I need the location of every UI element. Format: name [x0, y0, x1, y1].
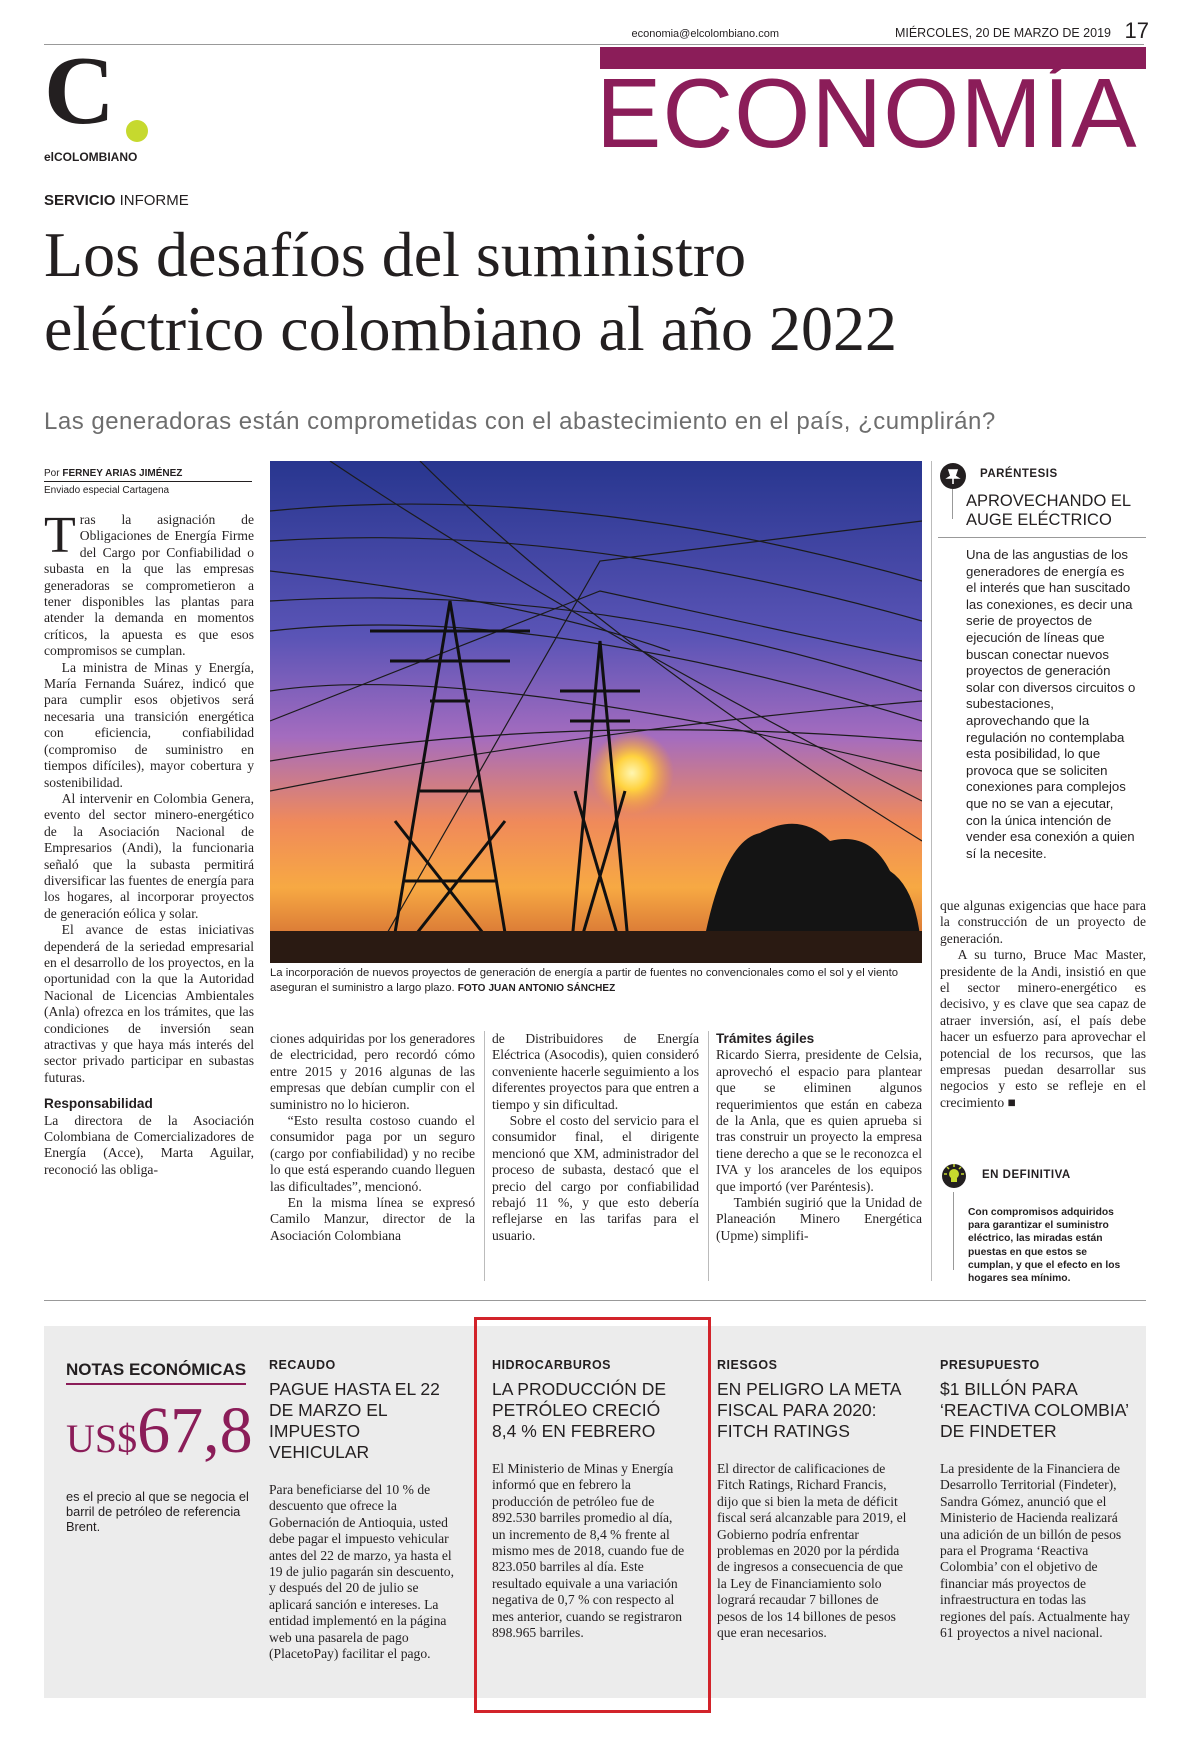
pushpin-icon [940, 463, 966, 489]
article-column-2 [270, 1031, 475, 1244]
header-date: MIÉRCOLES, 20 DE MARZO DE 2019 [894, 26, 1111, 40]
paragraph: El avance de estas iniciativas dependerá de la seriedad empresarial en el desarrollo de los proyectos, en la oportunidad con la que la Autoridad Nacional de Licencias Ambientales (Anla) ofrezca en los trámites, que las condiciones de inversión sean atractivas y que haya más interés del sector privado participar en subastas futuras. [44, 922, 254, 1085]
header-email[interactable]: economia@elcolombiano.com [631, 28, 779, 40]
dek: Las generadoras están comprometidas con el abastecimiento en el país, ¿cumplirán? [44, 408, 996, 435]
byline-role: Enviado especial Cartagena [44, 485, 170, 496]
nota-category: RECAUDO [269, 1358, 336, 1372]
nota-title: LA PRODUCCIÓN DE PETRÓLEO CRECIÓ 8,4 % EN FEBRERO [492, 1379, 667, 1441]
paragraph: ciones adquiridas por los generadores de electricidad, pero recordó cómo entre 2015 y 2016 algunas de las empresas que debían cumplir con el suministro no lo hicieron. [270, 1031, 475, 1112]
parentesis-label: PARÉNTESIS [980, 468, 1058, 480]
paragraph: que algunas exigencias que hace para la construcción de un proyecto de generación. [940, 898, 1146, 946]
notas-label-rule [66, 1383, 246, 1385]
column-rule [931, 461, 932, 1281]
nota-riesgos [717, 1358, 909, 1641]
headline [44, 218, 1154, 366]
byline-rule [44, 481, 252, 482]
parentesis-box [938, 461, 1146, 885]
nota-body: La presidente de la Financiera de Desarrollo Territorial (Findeter), Sandra Gómez, anunció que el Ministerio de Hacienda realizará una adición de un billón de pesos para el Programa ‘Reactiva Colombia’ con el objetivo de financiar más proyectos de infraestructura en todas las regiones del país. Actualmente hay 61 proyectos a nivel nacional. [940, 1461, 1130, 1641]
lead-photo [270, 461, 922, 963]
notas-value: 67,8 [137, 1394, 253, 1467]
notas-label: NOTAS ECONÓMICAS [66, 1360, 247, 1379]
notas-figure-text: es el precio al que se negocia el barril de petróleo de referencia Brent. [66, 1489, 249, 1534]
paragraph: La directora de la Asociación Colombiana de Comercializadores de Energía (Acce), Marta Aguilar, reconoció las obliga- [44, 1112, 254, 1177]
en-definitiva-rule [953, 1192, 954, 1270]
byline-prefix: Por [44, 468, 60, 479]
paragraph: Sobre el costo del servicio para el consumidor final, el dirigente mencionó que XM, administrador del proceso de subasta, destacó que el precio del cargo por confiabilidad rebajó 11 %, y que esto debería reflejarse en las tarifas para el usuario. [492, 1113, 699, 1243]
nota-category: PRESUPUESTO [940, 1358, 1040, 1372]
column-rule [484, 1031, 485, 1281]
subhead-responsabilidad: Responsabilidad [44, 1096, 153, 1112]
article-column-1 [44, 507, 254, 1178]
parentesis-title: APROVECHANDO EL AUGE ELÉCTRICO [966, 492, 1131, 529]
nota-body: El director de calificaciones de Fitch Ratings, Richard Francis, dijo que si bien la meta de déficit fiscal será alcanzable para 2019, el Gobierno podría enfrentar problemas en 2020 por la pérdida de ingresos a consecuencia de que la Ley de Financiamiento solo logrará recaudar 7 billones de pesos de los 14 billones de pesos que eran necesarios. [717, 1461, 907, 1641]
lightbulb-icon [940, 1162, 968, 1190]
nota-title: $1 BILLÓN PARA ‘REACTIVA COLOMBIA’ DE FINDETER [940, 1379, 1129, 1441]
logo-dot [126, 120, 148, 142]
kicker [44, 192, 189, 209]
headline-line-2: eléctrico colombiano al año 2022 [44, 293, 898, 364]
byline-author: FERNEY ARIAS JIMÉNEZ [62, 468, 183, 479]
en-definitiva-box [940, 1162, 1146, 1285]
paragraph: En la misma línea se expresó Camilo Manzur, director de la Asociación Colombiana [270, 1195, 475, 1243]
logo [44, 37, 154, 166]
paragraph: Ricardo Sierra, presidente de Celsia, aprovechó el espacio para plantear que se eliminen algunos requerimientos que están en cabeza de la Anla, que es quien aprueba si tras construir un proyecto la empresa tiene derecho a que se le reconozca el IVA y los aranceles de los equipos que importó (ver Paréntesis). [716, 1047, 922, 1194]
kicker-bold: SERVICIO [44, 192, 116, 209]
article-column-5 [940, 898, 1146, 1111]
bottom-rule [44, 1300, 1146, 1301]
article-column-3 [492, 1031, 699, 1244]
power-towers-sunset-image [270, 461, 922, 963]
parentesis-divider [938, 537, 1146, 538]
nota-title: PAGUE HASTA EL 22 DE MARZO EL IMPUESTO VEHICULAR [269, 1379, 440, 1462]
logo-text: elCOLOMBIANO [44, 150, 138, 164]
caption-text: La incorporación de nuevos proyectos de generación de energía a partir de fuentes no convencionales como el sol y el viento aseguran el suministro a largo plazo. [270, 967, 899, 994]
paragraph: También sugirió que la Unidad de Planeación Minero Energética (Upme) simplifi- [716, 1195, 922, 1243]
en-definitiva-body: Con compromisos adquiridos para garantizar el suministro eléctrico, las miradas están puestas en que estos se cumplan, y que el efecto en los hogares sea mínimo. [968, 1207, 1121, 1285]
logo-letter: C [44, 37, 115, 145]
photo-credit: JUAN ANTONIO SÁNCHEZ [488, 983, 616, 994]
nota-title: EN PELIGRO LA META FISCAL PARA 2020: FITCH RATINGS [717, 1379, 901, 1441]
column-rule [708, 1031, 709, 1281]
byline [44, 468, 254, 479]
highlight-box [474, 1317, 711, 1713]
notas-currency: US$ [66, 1416, 138, 1461]
page-number: 17 [1124, 18, 1149, 43]
nota-body: Para beneficiarse del 10 % de descuento que ofrece la Gobernación de Antioquia, usted debe pagar el impuesto vehicular antes del 22 de marzo, ya hasta el 19 de julio pagarán sin descuento, y después del 20 de julio se aplicará sanción e intereses. La entidad implementó en la página web una pasarela de pago (PlacetoPay) facilitar el pago. [269, 1482, 454, 1662]
nota-category: RIESGOS [717, 1358, 778, 1372]
nota-body: El Ministerio de Minas y Energía informó que en febrero la producción de petróleo fue de 892.530 barriles promedio al día, un incremento de 8,4 % frente al mismo mes de 2018, cuando fue de 823.050 barriles al día. Este resultado equivale a una variación negativa de 0,7 % con respecto al mes anterior, cuando se registraron 898.965 barriles. [492, 1461, 685, 1641]
nota-category: HIDROCARBUROS [492, 1358, 611, 1372]
paragraph: “Esto resulta costoso cuando el consumidor paga por un seguro (cargo por confiabilidad) y no recibe lo que está esperando cuando lleguen las dificultades”, mencionó. [270, 1113, 475, 1194]
paragraph: La ministra de Minas y Energía, María Fernanda Suárez, indicó que para cumplir esos objetivos será necesaria una transición energética con eficiencia, confiabilidad (compromiso de suministro en tiempos difíciles), mayor cobertura y sostenibilidad. [44, 659, 254, 790]
photo-credit-label: FOTO [457, 983, 486, 994]
parentesis-rule [952, 489, 953, 519]
nota-presupuesto [940, 1358, 1134, 1641]
article-column-4 [716, 1031, 922, 1244]
parentesis-body: Una de las angustias de los generadores de energía es el interés que han suscitado las conexiones, es decir una serie de proyectos de ejecución de líneas que buscan conectar nuevos proyectos de generación solar con diversos circuitos o subestaciones, aprovechando que la regulación no contemplaba esta posibilidad, lo que provoca que se soliciten conexiones para complejos que no se van a ejecutar, con la única intención de vender esa conexión a quien sí la necesite. [966, 547, 1136, 861]
paragraph: ras la asignación de Obligaciones de Energía Firme del Cargo por Confiabilidad o subasta en la que las empresas generadoras se comprometieron a tener disponibles las plantas para atender la demanda en momentos críticos, la apuesta es que esos compromisos se cumplan. [44, 512, 254, 659]
section-title: ECONOMÍA [596, 58, 1138, 168]
photo-caption [270, 966, 922, 996]
headline-line-1: Los desafíos del suministro [44, 219, 747, 290]
notas-figure [66, 1394, 253, 1467]
paragraph: de Distribuidores de Energía Eléctrica (Asocodis), quien consideró conveniente hacerle seguimiento a los diferentes proyectos para que entren a tiempo y sin dificultad. [492, 1031, 699, 1112]
en-definitiva-label: EN DEFINITIVA [982, 1169, 1071, 1181]
paragraph: A su turno, Bruce Mac Master, presidente de la Andi, insistió en que el sector minero-energético es decisivo, y es clave que sea capaz de atraer inversión, así, el país debe hacer un esfuerzo para aprovechar el potencial de los recursos, que las empresas puedan desarrollar sus negocios y esto se refleje en el crecimiento ■ [940, 947, 1146, 1110]
kicker-text: INFORME [119, 192, 189, 209]
nota-recaudo [269, 1358, 461, 1662]
dropcap: T [44, 507, 76, 564]
top-rule [44, 44, 1144, 45]
subhead-tramites: Trámites ágiles [716, 1031, 815, 1046]
paragraph: Al intervenir en Colombia Genera, evento del sector minero-energético de la Asociación Nacional de Empresarios (Andi), la funcionaria señaló que la subasta permitirá diversificar las fuentes de energía para los hogares, al incorporar proyectos de generación eólica y solar. [44, 790, 254, 921]
